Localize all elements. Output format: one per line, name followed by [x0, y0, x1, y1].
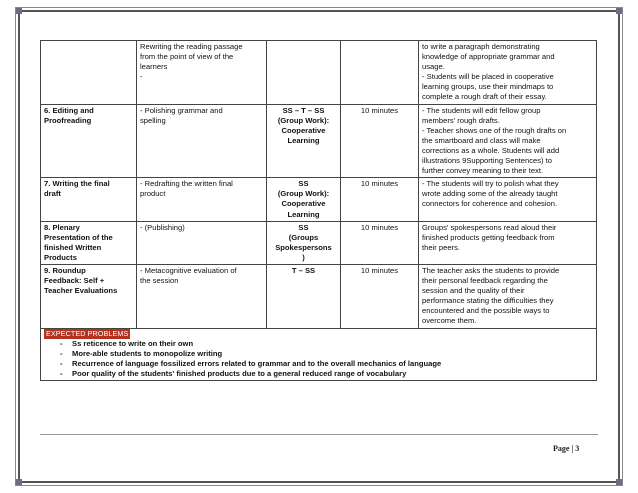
footer-rule — [40, 434, 598, 435]
interaction-line: ) — [302, 252, 305, 262]
expected-problems-row — [41, 328, 597, 381]
stage-line: Teacher Evaluations — [44, 286, 118, 296]
time-cell: 10 minutes — [341, 178, 419, 221]
time-cell: 10 minutes — [341, 221, 419, 264]
time-cell — [341, 41, 419, 105]
table-row — [41, 41, 597, 105]
expected-problems-cell — [41, 328, 597, 381]
procedure-cell — [419, 264, 597, 328]
procedure-line: further convey meaning to their text. — [422, 166, 544, 176]
interaction-line: Learning — [287, 135, 320, 145]
lesson-plan-body — [41, 41, 597, 329]
activities-cell — [137, 221, 267, 264]
corner-ornament — [16, 479, 22, 485]
activities-line: - — [140, 72, 143, 82]
procedure-line: Groups' spokespersons read aloud their — [422, 222, 557, 232]
procedure-line: illustrations 9Supporting Sentences) to — [422, 156, 553, 166]
table-row — [41, 104, 597, 178]
interaction-cell — [267, 178, 341, 221]
procedure-line: session and the quality of their — [422, 286, 525, 296]
procedure-line: - The students will try to polish what they — [422, 179, 559, 189]
stage-line: 9. Roundup — [44, 265, 86, 275]
interaction-cell — [267, 41, 341, 105]
procedure-line: their peers. — [422, 242, 460, 252]
procedure-line: encountered and the possible ways to — [422, 306, 550, 316]
activities-cell — [137, 178, 267, 221]
stage-line: 6. Editing and — [44, 105, 94, 115]
interaction-line: Cooperative — [281, 199, 326, 209]
problem-item: - Ss reticence to write on their own — [60, 339, 593, 349]
problem-item: - Poor quality of the students' finished products due to a general reduced range of vocabulary — [60, 369, 593, 379]
problem-item: - Recurrence of language fossilized errors related to grammar and to the overall mechanics of language — [60, 359, 593, 369]
stage-line: 7. Writing the final — [44, 179, 110, 189]
lesson-plan-table — [40, 40, 597, 381]
activities-line: - Redrafting the written final — [140, 179, 233, 189]
stage-line: Presentation of the — [44, 232, 113, 242]
interaction-line: Spokespersons — [275, 242, 332, 252]
page-number: Page | 3 — [553, 444, 580, 453]
interaction-line: SS — [298, 179, 309, 189]
table-row — [41, 221, 597, 264]
stage-line: Products — [44, 252, 77, 262]
table-row — [41, 264, 597, 328]
table-row — [41, 178, 597, 221]
procedure-line: finished products getting feedback from — [422, 232, 555, 242]
interaction-line: (Group Work): — [277, 189, 330, 199]
procedure-cell — [419, 221, 597, 264]
procedure-line: - Students will be placed in cooperative — [422, 72, 554, 82]
corner-ornament — [16, 8, 22, 14]
activities-line: from the point of view of the — [140, 52, 234, 62]
activities-line: learners — [140, 62, 168, 72]
activities-line: Rewriting the reading passage — [140, 42, 243, 51]
lesson-plan-sheet — [40, 40, 596, 381]
interaction-line: Cooperative — [281, 125, 326, 135]
procedure-cell — [419, 178, 597, 221]
procedure-cell — [419, 104, 597, 178]
expected-problems-list — [60, 339, 593, 380]
procedure-cell — [419, 41, 597, 105]
procedure-line: members' rough drafts. — [422, 115, 500, 125]
interaction-line: (Group Work): — [277, 115, 330, 125]
time-cell: 10 minutes — [341, 104, 419, 178]
procedure-line: usage. — [422, 62, 445, 72]
stage-line: draft — [44, 189, 61, 199]
stage-line: finished Written — [44, 242, 102, 252]
interaction-line: SS – T – SS — [282, 105, 325, 115]
activities-line: product — [140, 189, 166, 199]
expected-problems-title: EXPECTED PROBLEMS — [46, 328, 129, 338]
interaction-cell — [267, 221, 341, 264]
stage-cell — [41, 41, 137, 105]
interaction-line: T – SS — [291, 265, 316, 275]
procedure-line: the smartboard and class will make — [422, 135, 541, 145]
procedure-line: to write a paragraph demonstrating — [422, 42, 540, 51]
activities-line: - Polishing grammar and — [140, 105, 223, 115]
problem-item: - More-able students to monopolize writing — [60, 349, 593, 359]
stage-line: Feedback: Self + — [44, 276, 105, 286]
procedure-line: complete a rough draft of their essay. — [422, 92, 547, 102]
stage-cell — [41, 264, 137, 328]
interaction-line: (Groups — [288, 232, 319, 242]
procedure-line: wrote adding some of the already taught — [422, 189, 558, 199]
procedure-line: connectors for coherence and cohesion. — [422, 199, 558, 209]
procedure-line: performance stating the difficulties they — [422, 296, 554, 306]
stage-cell — [41, 104, 137, 178]
procedure-line: their personal feedback regarding the — [422, 276, 548, 286]
activities-line: spelling — [140, 115, 166, 125]
activities-cell — [137, 264, 267, 328]
procedure-line: overcome them. — [422, 316, 477, 326]
stage-cell — [41, 178, 137, 221]
procedure-line: learning groups, use their mindmaps to — [422, 82, 554, 92]
corner-ornament — [616, 8, 622, 14]
activities-line: the session — [140, 276, 179, 286]
procedure-line: - Teacher shows one of the rough drafts on — [422, 125, 567, 135]
activities-line: - Metacognitive evaluation of — [140, 265, 237, 275]
stage-cell — [41, 221, 137, 264]
procedure-line: - The students will edit fellow group — [422, 105, 541, 115]
procedure-line: corrections as a whole. Students will add — [422, 145, 560, 155]
stage-line: Proofreading — [44, 115, 92, 125]
procedure-line: The teacher asks the students to provide — [422, 265, 560, 275]
interaction-cell — [267, 264, 341, 328]
stage-line: 8. Plenary — [44, 222, 80, 232]
procedure-line: knowledge of appropriate grammar and — [422, 52, 555, 62]
interaction-line: Learning — [287, 209, 320, 219]
interaction-line: SS — [298, 222, 309, 232]
activities-cell — [137, 104, 267, 178]
interaction-cell — [267, 104, 341, 178]
activities-cell — [137, 41, 267, 105]
time-cell: 10 minutes — [341, 264, 419, 328]
corner-ornament — [616, 479, 622, 485]
activities-line: - (Publishing) — [140, 222, 185, 232]
